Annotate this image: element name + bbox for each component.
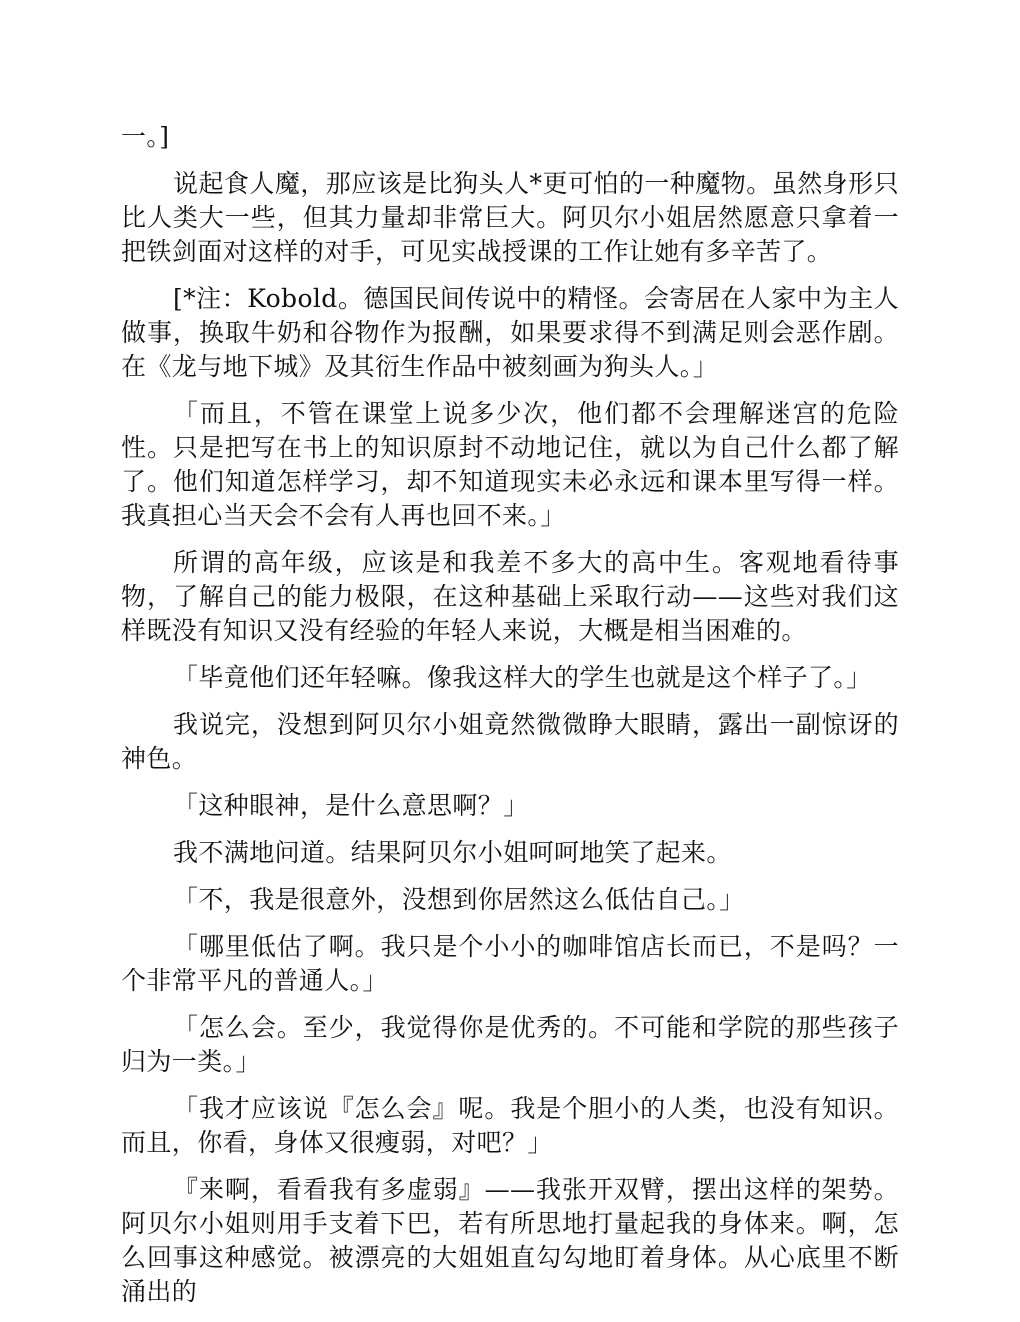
footnote-kobold: [*注：Kobold。德国民间传说中的精怪。会寄居在人家中为主人做事，换取牛奶和谷物作为报酬，如果要求得不到满足则会恶作剧。在《龙与地下城》及其衍生作品中被刻画为狗头人。」 <box>121 284 899 381</box>
paragraph-12: 「怎么会。至少，我觉得你是优秀的。不可能和学院的那些孩子归为一类。」 <box>121 1013 899 1076</box>
paragraph-5: 所谓的高年级，应该是和我差不多大的高中生。客观地看待事物，了解自己的能力极限，在这种基础上采取行动——这些对我们这样既没有知识又没有经验的年轻人来说，大概是相当困难的。 <box>121 548 899 645</box>
paragraph-14: 『来啊，看看我有多虚弱』——我张开双臂，摆出这样的架势。阿贝尔小姐则用手支着下巴，若有所思地打量起我的身体来。啊，怎么回事这种感觉。被漂亮的大姐姐直勾勾地盯着身体。从心底里不断涌出的 <box>121 1175 899 1306</box>
paragraph-9: 我不满地问道。结果阿贝尔小姐呵呵地笑了起来。 <box>173 838 732 867</box>
paragraph-1: 一。] <box>121 122 170 151</box>
paragraph-8: 「这种眼神，是什么意思啊？」 <box>173 791 529 820</box>
paragraph-4: 「而且，不管在课堂上说多少次，他们都不会理解迷宫的危险性。只是把写在书上的知识原封不动地记住，就以为自己什么都了解了。他们知道怎样学习，却不知道现实未必永远和课本里写得一样。我真担心当天会不会有人再也回不来。」 <box>121 399 899 530</box>
paragraph-13: 「我才应该说『怎么会』呢。我是个胆小的人类，也没有知识。而且，你看，身体又很瘦弱，对吧？」 <box>121 1094 899 1157</box>
paragraph-10: 「不，我是很意外，没想到你居然这么低估自己。」 <box>173 885 745 914</box>
paragraph-6: 「毕竟他们还年轻嘛。像我这样大的学生也就是这个样子了。」 <box>173 663 872 692</box>
paragraph-11: 「哪里低估了啊。我只是个小小的咖啡馆店长而已，不是吗？一个非常平凡的普通人。」 <box>121 932 899 995</box>
document-body <box>121 120 899 1322</box>
paragraph-7: 我说完，没想到阿贝尔小姐竟然微微睁大眼睛，露出一副惊讶的神色。 <box>121 710 899 773</box>
paragraph-2: 说起食人魔，那应该是比狗头人*更可怕的一种魔物。虽然身形只比人类大一些，但其力量却非常巨大。阿贝尔小姐居然愿意只拿着一把铁剑面对这样的对手，可见实战授课的工作让她有多辛苦了。 <box>121 169 899 266</box>
